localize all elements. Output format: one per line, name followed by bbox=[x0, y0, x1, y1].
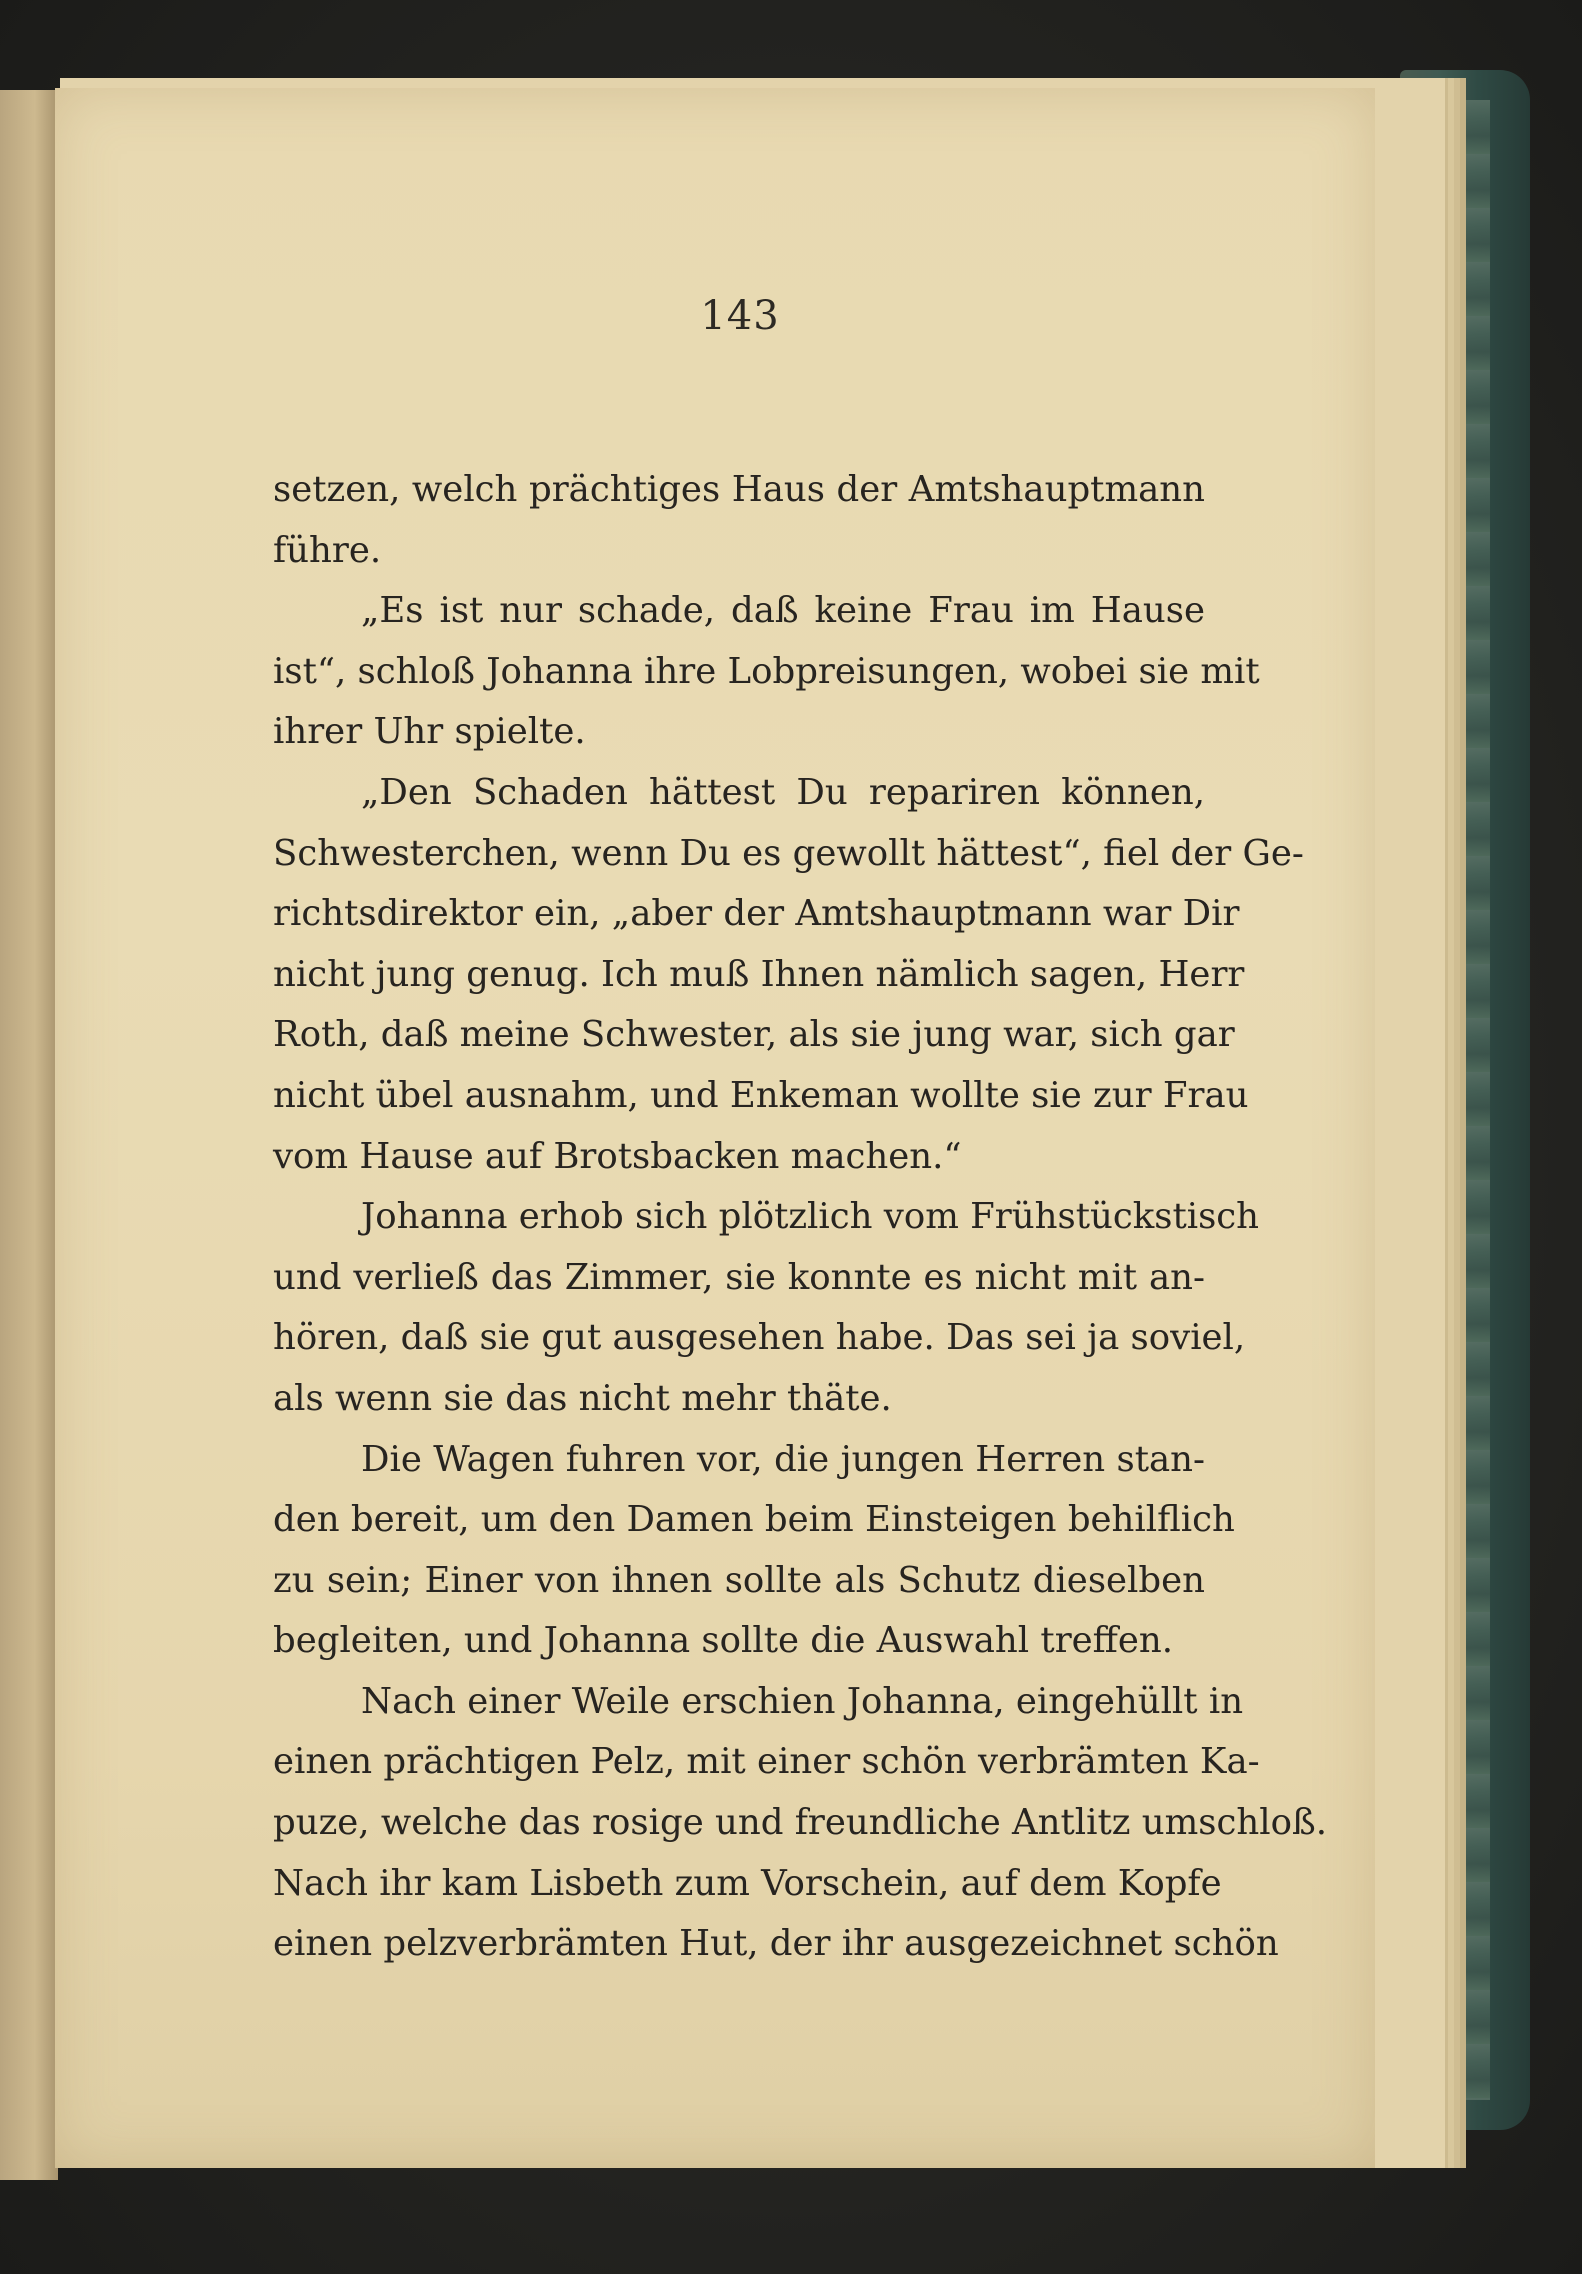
text-line: den bereit, um den Damen beim Einsteigen behilflich bbox=[273, 1499, 1235, 1541]
text-line: einen pelzverbrämten Hut, der ihr ausgezeichnet schön bbox=[273, 1923, 1279, 1965]
text-line: als wenn sie das nicht mehr thäte. bbox=[273, 1377, 892, 1419]
text-line: setzen, welch prächtiges Haus der Amtshauptmann bbox=[273, 469, 1205, 510]
text-line: ihrer Uhr spielte. bbox=[273, 711, 586, 753]
facing-page-edge bbox=[0, 90, 58, 2180]
text-line: führe. bbox=[273, 529, 382, 571]
text-line: zu sein; Einer von ihnen sollte als Schutz dieselben bbox=[273, 1559, 1205, 1601]
text-line: puze, welche das rosige und freundliche Antlitz umschloß. bbox=[273, 1802, 1327, 1844]
text-line: einen prächtigen Pelz, mit einer schön verbrämten Ka- bbox=[273, 1741, 1260, 1783]
text-line: richtsdirektor ein, „aber der Amtshauptmann war Dir bbox=[273, 893, 1240, 935]
text-line: hören, daß sie gut ausgesehen habe. Das sei ja soviel, bbox=[273, 1317, 1246, 1359]
text-line: „Den Schaden hättest Du repariren können, bbox=[361, 771, 1205, 813]
text-line: „Es ist nur schade, daß keine Frau im Hause bbox=[361, 590, 1205, 632]
page-number: 143 bbox=[700, 293, 780, 339]
text-line: Nach ihr kam Lisbeth zum Vorschein, auf dem Kopfe bbox=[273, 1862, 1222, 1904]
text-line: begleiten, und Johanna sollte die Auswahl treffen. bbox=[273, 1620, 1174, 1662]
text-line: Nach einer Weile erschien Johanna, eingehüllt in bbox=[361, 1680, 1244, 1722]
text-line: Johanna erhob sich plötzlich vom Frühstückstisch bbox=[361, 1196, 1260, 1238]
text-line: ist“, schloß Johanna ihre Lobpreisungen, wobei sie mit bbox=[273, 650, 1260, 692]
text-line: Roth, daß meine Schwester, als sie jung war, sich gar bbox=[273, 1014, 1235, 1056]
text-line: vom Hause auf Brotsbacken machen.“ bbox=[273, 1135, 962, 1177]
text-line: nicht jung genug. Ich muß Ihnen nämlich sagen, Herr bbox=[273, 953, 1245, 995]
book-page bbox=[55, 88, 1375, 2168]
page-text bbox=[273, 460, 1327, 1975]
text-line: Die Wagen fuhren vor, die jungen Herren stan- bbox=[361, 1438, 1205, 1480]
text-line: und verließ das Zimmer, sie konnte es nicht mit an- bbox=[273, 1256, 1205, 1298]
text-line: Schwesterchen, wenn Du es gewollt hättest“, fiel der Ge- bbox=[273, 832, 1304, 874]
text-line: nicht übel ausnahm, und Enkeman wollte sie zur Frau bbox=[273, 1074, 1249, 1116]
